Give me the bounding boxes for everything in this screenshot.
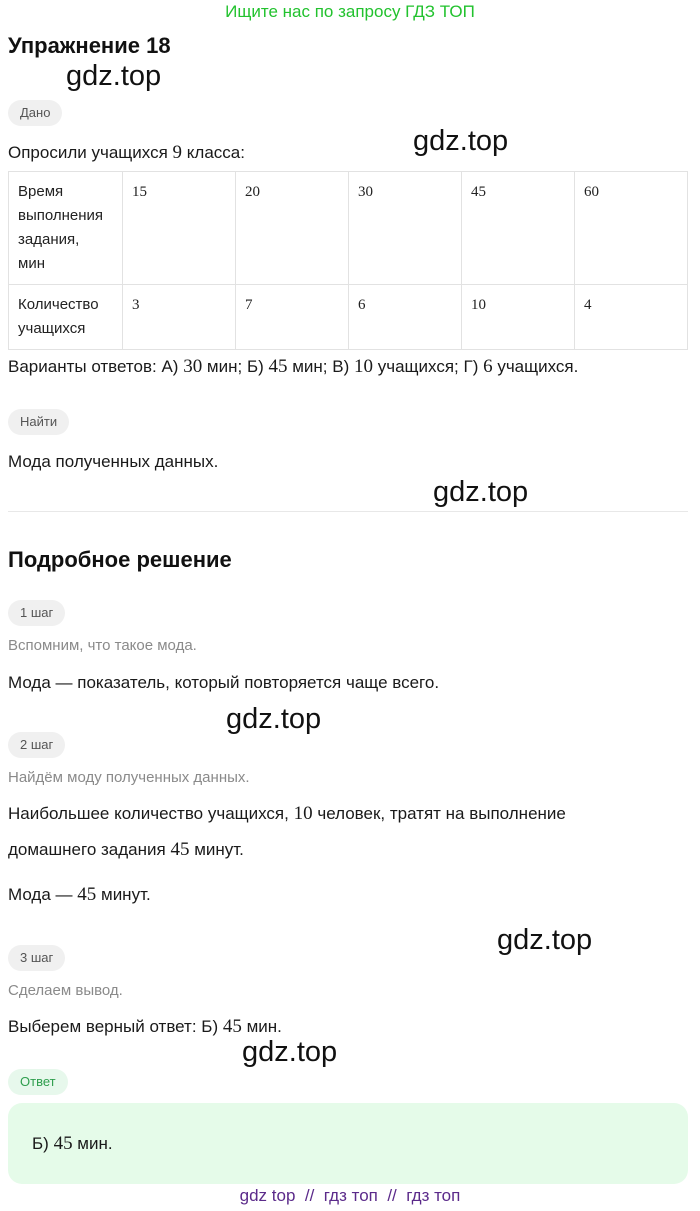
- data-table: [8, 171, 688, 350]
- solution-title: Подробное решение: [8, 547, 232, 572]
- table-cell: 4: [575, 285, 688, 350]
- watermark: gdz.top: [226, 703, 322, 735]
- answer-box: [8, 1103, 688, 1184]
- table-row: [9, 172, 688, 285]
- watermark: gdz.top: [66, 60, 162, 92]
- find-text: Мода полученных данных.: [8, 452, 219, 471]
- step3-badge: 3 шаг: [8, 945, 65, 971]
- step2-badge: 2 шаг: [8, 732, 65, 758]
- step1-hint: Вспомним, что такое мода.: [8, 637, 197, 654]
- step1-badge: 1 шаг: [8, 600, 65, 626]
- watermark: gdz.top: [433, 476, 529, 508]
- table-cell: 7: [236, 285, 349, 350]
- table-cell: 10: [462, 285, 575, 350]
- table-cell: 15: [123, 172, 236, 285]
- table-cell: 6: [349, 285, 462, 350]
- step3-text: Выберем верный ответ: Б) 45 мин.: [8, 1016, 282, 1037]
- step2-mode: Мода — 45 минут.: [8, 884, 151, 905]
- step2-line1: Наибольшее количество учащихся, 10 человек, тратят на выполнение: [8, 803, 566, 824]
- watermark: gdz.top: [242, 1036, 338, 1068]
- watermark: gdz.top: [413, 125, 509, 157]
- table-cell: 30: [349, 172, 462, 285]
- step2-hint: Найдём моду полученных данных.: [8, 769, 250, 786]
- footer-links: gdz top // гдз топ // гдз топ: [239, 1186, 461, 1205]
- given-badge: Дано: [8, 100, 62, 126]
- step1-text: Мода — показатель, который повторяется чаще всего.: [8, 673, 440, 692]
- step2-line2: домашнего задания 45 минут.: [8, 839, 244, 860]
- watermark: gdz.top: [497, 924, 593, 956]
- answer-badge: Ответ: [8, 1069, 68, 1095]
- table-cell: 60: [575, 172, 688, 285]
- row-header-time: Время выполнения задания, мин: [9, 172, 123, 285]
- table-cell: 45: [462, 172, 575, 285]
- divider: [8, 511, 688, 512]
- answer-options: Варианты ответов: А) 30 мин; Б) 45 мин; В) 10 учащихся; Г) 6 учащихся.: [8, 356, 579, 377]
- find-badge: Найти: [8, 409, 69, 435]
- table-cell: 3: [123, 285, 236, 350]
- step3-hint: Сделаем вывод.: [8, 982, 123, 999]
- given-intro: Опросили учащихся 9 класса:: [8, 142, 245, 163]
- answer-text: Б) 45 мин.: [32, 1133, 113, 1154]
- top-banner: Ищите нас по запросу ГДЗ ТОП: [225, 2, 475, 21]
- row-header-count: Количество учащихся: [9, 285, 123, 350]
- table-cell: 20: [236, 172, 349, 285]
- table-row: [9, 285, 688, 350]
- exercise-title: Упражнение 18: [8, 33, 171, 58]
